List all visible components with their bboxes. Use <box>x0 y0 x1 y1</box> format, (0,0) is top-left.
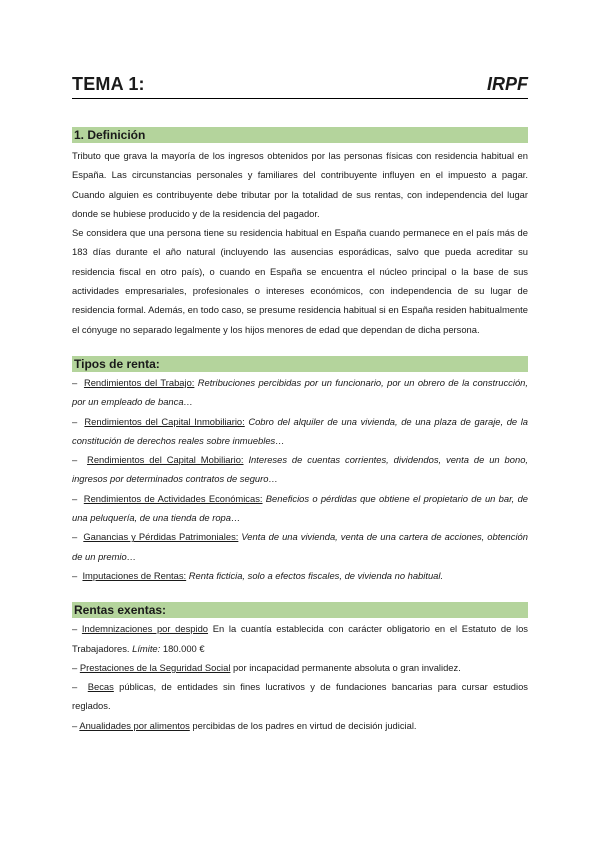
term: Prestaciones de la Seguridad Social <box>79 661 231 673</box>
list-item: – Ganancias y Pérdidas Patrimoniales: Venta de una vivienda, venta de una cartera de acciones, obtención de un premio… <box>72 531 528 562</box>
income-types-list <box>72 373 528 585</box>
list-item: – Indemnizaciones por despido En la cuantía establecida con carácter obligatorio en el Estatuto de los Trabajadores. Límite: 180.000 € <box>72 623 528 654</box>
section-heading: Rentas exentas: <box>72 602 528 618</box>
term: Becas <box>87 681 114 693</box>
term: Rendimientos del Capital Inmobiliario: <box>84 415 245 427</box>
term-description: Venta de una vivienda, venta de una cartera de acciones, obtención de un premio… <box>72 531 528 562</box>
term: Rendimientos de Actividades Económicas: <box>83 492 263 504</box>
term: Indemnizaciones por despido <box>81 623 209 635</box>
list-item: – Rendimientos del Capital Inmobiliario: Cobro del alquiler de una vivienda, de una plaza de garaje, de la constitución de derechos reales sobre inmuebles… <box>72 415 529 446</box>
list-item: – Imputaciones de Rentas: Renta ficticia, solo a efectos fiscales, de vivienda no habitual. <box>72 569 444 581</box>
document-body <box>72 127 528 735</box>
term-description: Intereses de cuentas corrientes, dividendos, venta de un bono, ingresos por determinados contratos de seguro… <box>72 454 529 485</box>
section-heading: 1. Definición <box>72 127 528 143</box>
item-text: públicas, de entidades sin fines lucrativos y de fundaciones bancarias para cursar estudios reglados. <box>72 681 528 712</box>
term: Anualidades por alimentos <box>79 719 190 731</box>
list-item: – Rendimientos del Trabajo: Retribuciones percibidas por un funcionario, por un obrero de la construcción, por un empleado de banca… <box>72 376 528 408</box>
topic-title: IRPF <box>486 74 528 94</box>
list-item: – Prestaciones de la Seguridad Social por incapacidad permanente absoluta o gran invalidez. <box>72 661 461 673</box>
term-description: Renta ficticia, solo a efectos fiscales, de vivienda no habitual. <box>188 569 444 581</box>
term-description: Cobro del alquiler de una vivienda, de una plaza de garaje, de la constitución de derechos reales sobre inmuebles… <box>72 415 529 446</box>
term: Rendimientos del Trabajo: <box>83 376 195 388</box>
list-item: – Rendimientos de Actividades Económicas: Beneficios o pérdidas que obtiene el propietario de un bar, de una peluquería, de una tienda de ropa… <box>72 492 529 524</box>
section-rentas-exentas <box>72 602 528 735</box>
term: Ganancias y Pérdidas Patrimoniales: <box>83 531 239 543</box>
limit-value: 180.000 € <box>160 642 205 654</box>
item-text: percibidas de los padres en virtud de decisión judicial. <box>189 719 417 731</box>
exempt-income-list <box>72 619 528 735</box>
paragraph: Tributo que grava la mayoría de los ingresos obtenidos por las personas físicas con residencia habitual en España. Las circunstancias personales y familiares del contribuyente influyen en el impuesto a pagar. Cuando alguien es contribuyente debe tributar por la totalidad de sus rentas, con independencia del lugar donde se hubiese producido y de la residencia del pagador. <box>72 150 528 219</box>
list-item: – Rendimientos del Capital Mobiliario: Intereses de cuentas corrientes, dividendos, venta de un bono, ingresos por determinados contratos de seguro… <box>72 454 529 485</box>
list-item: – Becas públicas, de entidades sin fines lucrativos y de fundaciones bancarias para cursar estudios reglados. <box>72 681 528 712</box>
item-text: por incapacidad permanente absoluta o gran invalidez. <box>230 661 461 673</box>
term-description: Retribuciones percibidas por un funcionario, por un obrero de la construcción, por un empleado de banca… <box>72 376 528 408</box>
term-description: Beneficios o pérdidas que obtiene el propietario de un bar, de una peluquería, de una tienda de ropa… <box>72 492 529 524</box>
topic-number: TEMA 1: <box>72 74 145 94</box>
item-text: En la cuantía establecida con carácter obligatorio en el Estatuto de los Trabajadores. <box>72 623 528 654</box>
section-heading: Tipos de renta: <box>72 356 528 372</box>
page-header <box>72 70 528 99</box>
section-tipos-de-renta <box>72 356 528 585</box>
term: Imputaciones de Rentas: <box>82 569 187 581</box>
paragraph: Se considera que una persona tiene su residencia habitual en España cuando permanece en el país más de 183 días durante el año natural (incluyendo las ausencias esporádicas, salvo que pueda acreditar su residencia fiscal en otro país), o cuando en España se encuentra el núcleo principal o la base de sus actividades empresariales, profesionales o intereses económicos, con independencia de su lugar de residencia formal. Además, en todo caso, se presume residencia habitual si en España residen habitualmente el cónyuge no separado legalmente y los hijos menores de edad que dependan de dicha persona. <box>72 227 528 335</box>
limit-label: Límite: <box>132 642 161 654</box>
term: Rendimientos del Capital Mobiliario: <box>87 454 244 466</box>
list-item: – Anualidades por alimentos percibidas de los padres en virtud de decisión judicial. <box>72 719 417 731</box>
section-definition <box>72 127 528 339</box>
